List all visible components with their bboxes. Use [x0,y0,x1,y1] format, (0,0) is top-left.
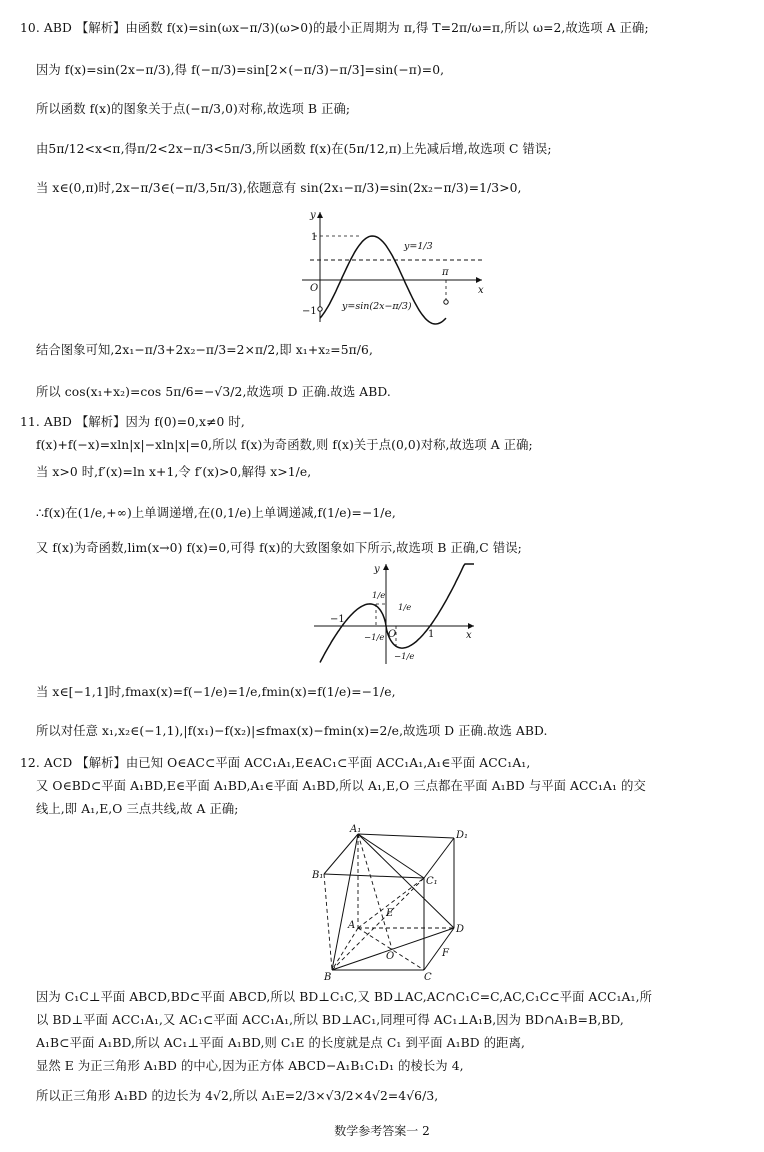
q12-line-3: 线上,即 A₁,E,O 三点共线,故 A 正确; [36,802,239,816]
cube-label-a: A [348,920,356,931]
cube-label-c1: C₁ [426,876,438,887]
q11-line-2: f(x)+f(−x)=xln|x|−xln|x|=0,所以 f(x)为奇函数,则 f(x)关于点(0,0)对称,故选项 A 正确; [36,438,533,452]
cube-label-f: F [442,948,449,959]
q12-line-7: 显然 E 为正三角形 A₁BD 的中心,因为正方体 ABCD−A₁B₁C₁D₁ 的棱长为 4, [36,1059,464,1073]
q10-line-7: 所以 cos(x₁+x₂)=cos 5π/6=−√3/2,故选项 D 正确.故选 ABD. [36,385,391,399]
q10-line-6: 结合图象可知,2x₁−π/3+2x₂−π/3=2×π/2,即 x₁+x₂=5π/6, [36,343,373,357]
q10-fig-one: 1 [311,232,318,243]
cube-label-d1: D₁ [456,830,469,841]
q10-line-3: 所以函数 f(x)的图象关于点(−π/3,0)对称,故选项 B 正确; [36,102,351,116]
q11-fig-x-label: x [466,630,472,641]
q11-fig-y-label: y [374,564,380,575]
q11-line-7: 所以对任意 x₁,x₂∈(−1,1),|f(x₁)−f(x₂)|≤fmax(x)−fmin(x)=2/e,故选项 D 正确.故选 ABD. [36,724,548,738]
q10-fig-y-label: y [310,210,316,221]
cube-label-d: D [456,924,465,935]
q12-line-1: 12. ACD 【解析】由已知 O∈AC⊂平面 ACC₁A₁,E∈AC₁⊂平面 ACC₁A₁,A₁∈平面 ACC₁A₁, [20,756,531,770]
q10-fig-curve-label: y=sin(2x−π/3) [342,301,412,312]
cube-label-b: B [324,972,332,983]
q10-line-2: 因为 f(x)=sin(2x−π/3),得 f(−π/3)=sin[2×(−π/3)−π/3]=sin(−π)=0, [36,63,445,77]
q11-fig-origin: O [388,629,397,640]
q10-line-1: 10. ABD 【解析】由函数 f(x)=sin(ωx−π/3)(ω>0)的最小正周期为 π,得 T=2π/ω=π,所以 ω=2,故选项 A 正确; [20,21,649,35]
q12-line-5: 以 BD⊥平面 ACC₁A₁,又 AC₁⊂平面 ACC₁A₁,所以 BD⊥AC₁,同理可得 AC₁⊥A₁B,因为 BD∩A₁B=B,BD, [36,1013,624,1027]
page-footer: 数学参考答案一 2 [334,1124,430,1138]
q10-sine-graph [296,206,492,326]
q10-fig-x-label: x [478,285,484,296]
q12-line-4: 因为 C₁C⊥平面 ABCD,BD⊂平面 ABCD,所以 BD⊥C₁C,又 BD⊥AC,AC∩C₁C=C,AC,C₁C⊂平面 ACC₁A₁,所 [36,990,652,1004]
q11-fig-minus-one: −1 [330,614,345,625]
q11-fig-neg: −1/e [364,633,385,643]
q11-function-graph [310,560,480,668]
q11-line-4: ∴f(x)在(1/e,+∞)上单调递增,在(0,1/e)上单调递减,f(1/e)=−1/e, [36,506,396,520]
cube-label-a1: A₁ [350,824,362,835]
cube-label-c: C [424,972,432,983]
q11-fig-one: 1 [428,629,435,640]
q10-line-4: 由5π/12<x<π,得π/2<2x−π/3<5π/3,所以函数 f(x)在(5π/12,π)上先减后增,故选项 C 错误; [36,142,552,156]
q12-line-8: 所以正三角形 A₁BD 的边长为 4√2,所以 A₁E=2/3×√3/2×4√2=4√6/3, [36,1089,439,1103]
q10-fig-pi: π [442,267,449,278]
q11-line-5: 又 f(x)为奇函数,lim(x→0) f(x)=0,可得 f(x)的大致图象如下所示,故选项 B 正确,C 错误; [36,541,522,555]
q12-line-2: 又 O∈BD⊂平面 A₁BD,E∈平面 A₁BD,A₁∈平面 A₁BD,所以 A₁,E,O 三点都在平面 A₁BD 与平面 ACC₁A₁ 的交 [36,779,646,793]
cube-label-e: E [386,908,394,919]
q10-fig-minus-one: −1 [302,306,317,317]
q10-line-5: 当 x∈(0,π)时,2x−π/3∈(−π/3,5π/3),依题意有 sin(2x₁−π/3)=sin(2x₂−π/3)=1/3>0, [36,181,522,195]
cube-label-o: O [386,951,395,962]
q10-fig-origin: O [310,283,319,294]
q10-fig-hline-label: y=1/3 [404,241,433,252]
q11-line-1: 11. ABD 【解析】因为 f(0)=0,x≠0 时, [20,415,245,429]
q11-fig-bottom: −1/e [394,652,415,662]
q11-fig-top: 1/e [372,591,386,601]
q12-cube-figure [312,822,478,984]
q11-fig-mid: 1/e [398,603,412,613]
q11-line-3: 当 x>0 时,f′(x)=ln x+1,令 f′(x)>0,解得 x>1/e, [36,465,312,479]
cube-label-b1: B₁ [312,870,324,881]
q12-line-6: A₁B⊂平面 A₁BD,所以 AC₁⊥平面 A₁BD,则 C₁E 的长度就是点 C₁ 到平面 A₁BD 的距离, [36,1036,525,1050]
q11-line-6: 当 x∈[−1,1]时,fmax(x)=f(−1/e)=1/e,fmin(x)=f(1/e)=−1/e, [36,685,396,699]
